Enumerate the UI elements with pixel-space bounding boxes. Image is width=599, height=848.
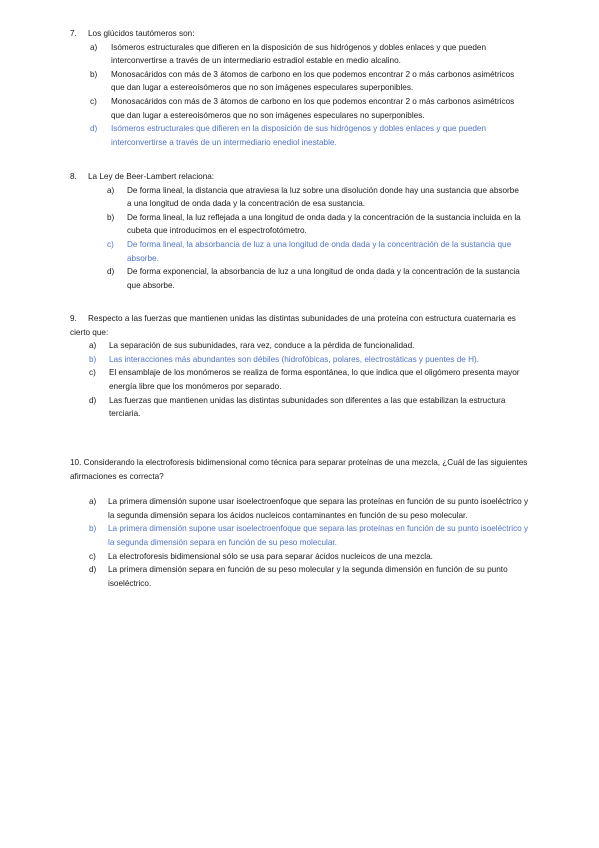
- answer-option-c: [89, 550, 530, 564]
- question-number: 10.: [70, 458, 82, 467]
- question-10: [70, 456, 530, 590]
- option-letter: a): [90, 42, 98, 52]
- option-text: Monosacáridos con más de 3 átomos de carbono en los que podemos encontrar 2 o más carbonos asimétricos que dan lugar a estereoisómeros que no son imágenes especulares superponibles.: [111, 69, 515, 93]
- option-text: De forma exponencial, la absorbancia de luz a una longitud de onda dada y la concentración de la sustancia que absorbe.: [127, 267, 520, 290]
- question-number: 9.: [70, 314, 77, 323]
- answer-option-b-correct: [89, 353, 530, 367]
- question-number: 7.: [70, 29, 77, 38]
- answer-options: [89, 495, 530, 590]
- option-text: La primera dimensión separa en función de su peso molecular y la segunda dimensión en función de su punto isoeléctrico.: [108, 565, 508, 588]
- question-text: Los glúcidos tautómeros son:: [88, 29, 195, 38]
- option-text: El ensamblaje de los monómeros se realiza de forma espontánea, lo que indica que el oligómero presenta mayor energía libre que los monómeros por separado.: [109, 368, 520, 391]
- option-letter: b): [90, 69, 98, 79]
- option-text: Isómeros estructurales que difieren en la disposición de sus hidrógenos y dobles enlaces y que pueden interconvertirse a través de un intermediario enediol inestable.: [111, 124, 487, 147]
- answer-option-c: [90, 95, 530, 122]
- question-text: Considerando la electroforesis bidimensional como técnica para separar proteínas de una mezcla, ¿Cuál de las siguientes afirmaciones es correcta?: [70, 458, 528, 481]
- option-text: Las interacciones más abundantes son débiles (hidrofóbicas, polares, electrostáticas y puentes de H).: [109, 354, 480, 364]
- answer-options: [89, 339, 530, 421]
- option-text: Isómeros estructurales que difieren en la disposición de sus hidrógenos y dobles enlaces y que pueden interconvertirse a través de un intermediario estradiol estable en medio alcalino.: [111, 42, 487, 66]
- option-letter: c): [90, 96, 97, 106]
- answer-option-d: [89, 563, 530, 590]
- option-letter: d): [90, 124, 98, 134]
- option-letter: d): [89, 395, 97, 405]
- option-text: La separación de sus subunidades, rara vez, conduce a la pérdida de funcionalidad.: [109, 341, 415, 351]
- answer-option-d: [89, 394, 530, 421]
- option-text: La primera dimensión supone usar isoelectroenfoque que separa las proteínas en función de su punto isoeléctrico y la segunda dimensión separa los ácidos nucleicos contaminantes en función de su peso molecular.: [108, 497, 529, 520]
- option-text: De forma lineal, la absorbancia de luz a una longitud de onda dada y la concentración de la sustancia que absorbe.: [127, 239, 512, 263]
- option-text: De forma lineal, la luz reflejada a una longitud de onda dada y la concentración de la sustancia incluida en la cubeta que introducimos en el espectrofotómetro.: [127, 212, 521, 236]
- answer-option-b: [90, 68, 530, 95]
- answer-option-a: [90, 41, 530, 68]
- option-text: Las fuerzas que mantienen unidas las distintas subunidades son diferentes a las que estabilizan la estructura terciaria.: [109, 395, 506, 419]
- option-letter: d): [89, 565, 97, 575]
- question-stem: [70, 456, 530, 483]
- option-letter: a): [89, 497, 97, 507]
- option-letter: c): [89, 551, 96, 561]
- option-letter: b): [89, 524, 97, 534]
- question-8: [70, 170, 525, 292]
- answer-option-d-correct: [90, 122, 530, 149]
- question-7: [70, 27, 530, 149]
- answer-option-b-correct: [89, 522, 530, 549]
- question-stem: [70, 27, 530, 41]
- option-letter: a): [107, 185, 115, 195]
- option-letter: d): [107, 267, 115, 277]
- question-stem: [70, 312, 530, 339]
- question-text: La Ley de Beer-Lambert relaciona:: [88, 172, 215, 181]
- option-letter: a): [89, 341, 97, 351]
- option-letter: c): [89, 368, 96, 378]
- answer-options: [90, 41, 530, 150]
- option-text: Monosacáridos con más de 3 átomos de carbono en los que podemos encontrar 2 o más carbonos asimétricos que dan lugar a estereoisómeros que no son imágenes especulares no superponibles.: [111, 96, 515, 120]
- option-letter: b): [89, 354, 97, 364]
- answer-options: [107, 184, 525, 293]
- answer-option-c: [89, 366, 530, 393]
- question-9: [70, 312, 530, 421]
- option-text: La electroforesis bidimensional sólo se usa para separar ácidos nucleicos de una mezcla.: [108, 551, 433, 561]
- question-number: 8.: [70, 172, 77, 181]
- answer-option-a: [107, 184, 525, 211]
- question-text: Respecto a las fuerzas que mantienen unidas las distintas subunidades de una proteína con estructura cuaternaria es cierto que:: [70, 314, 516, 337]
- answer-option-a: [89, 495, 530, 522]
- option-letter: b): [107, 212, 115, 222]
- answer-option-c-correct: [107, 238, 525, 265]
- answer-option-a: [89, 339, 530, 353]
- question-stem: [70, 170, 525, 184]
- option-text: La primera dimensión supone usar isoelectroenfoque que separa las proteínas en función de su punto isoeléctrico y la segunda dimensión separa en función de su peso molecular.: [108, 524, 529, 547]
- option-letter: c): [107, 239, 114, 249]
- answer-option-b: [107, 211, 525, 238]
- option-text: De forma lineal, la distancia que atraviesa la luz sobre una disolución donde hay una sustancia que absorbe a una longitud de onda dada y la concentración de esa sustancia.: [127, 185, 519, 209]
- answer-option-d: [107, 265, 525, 292]
